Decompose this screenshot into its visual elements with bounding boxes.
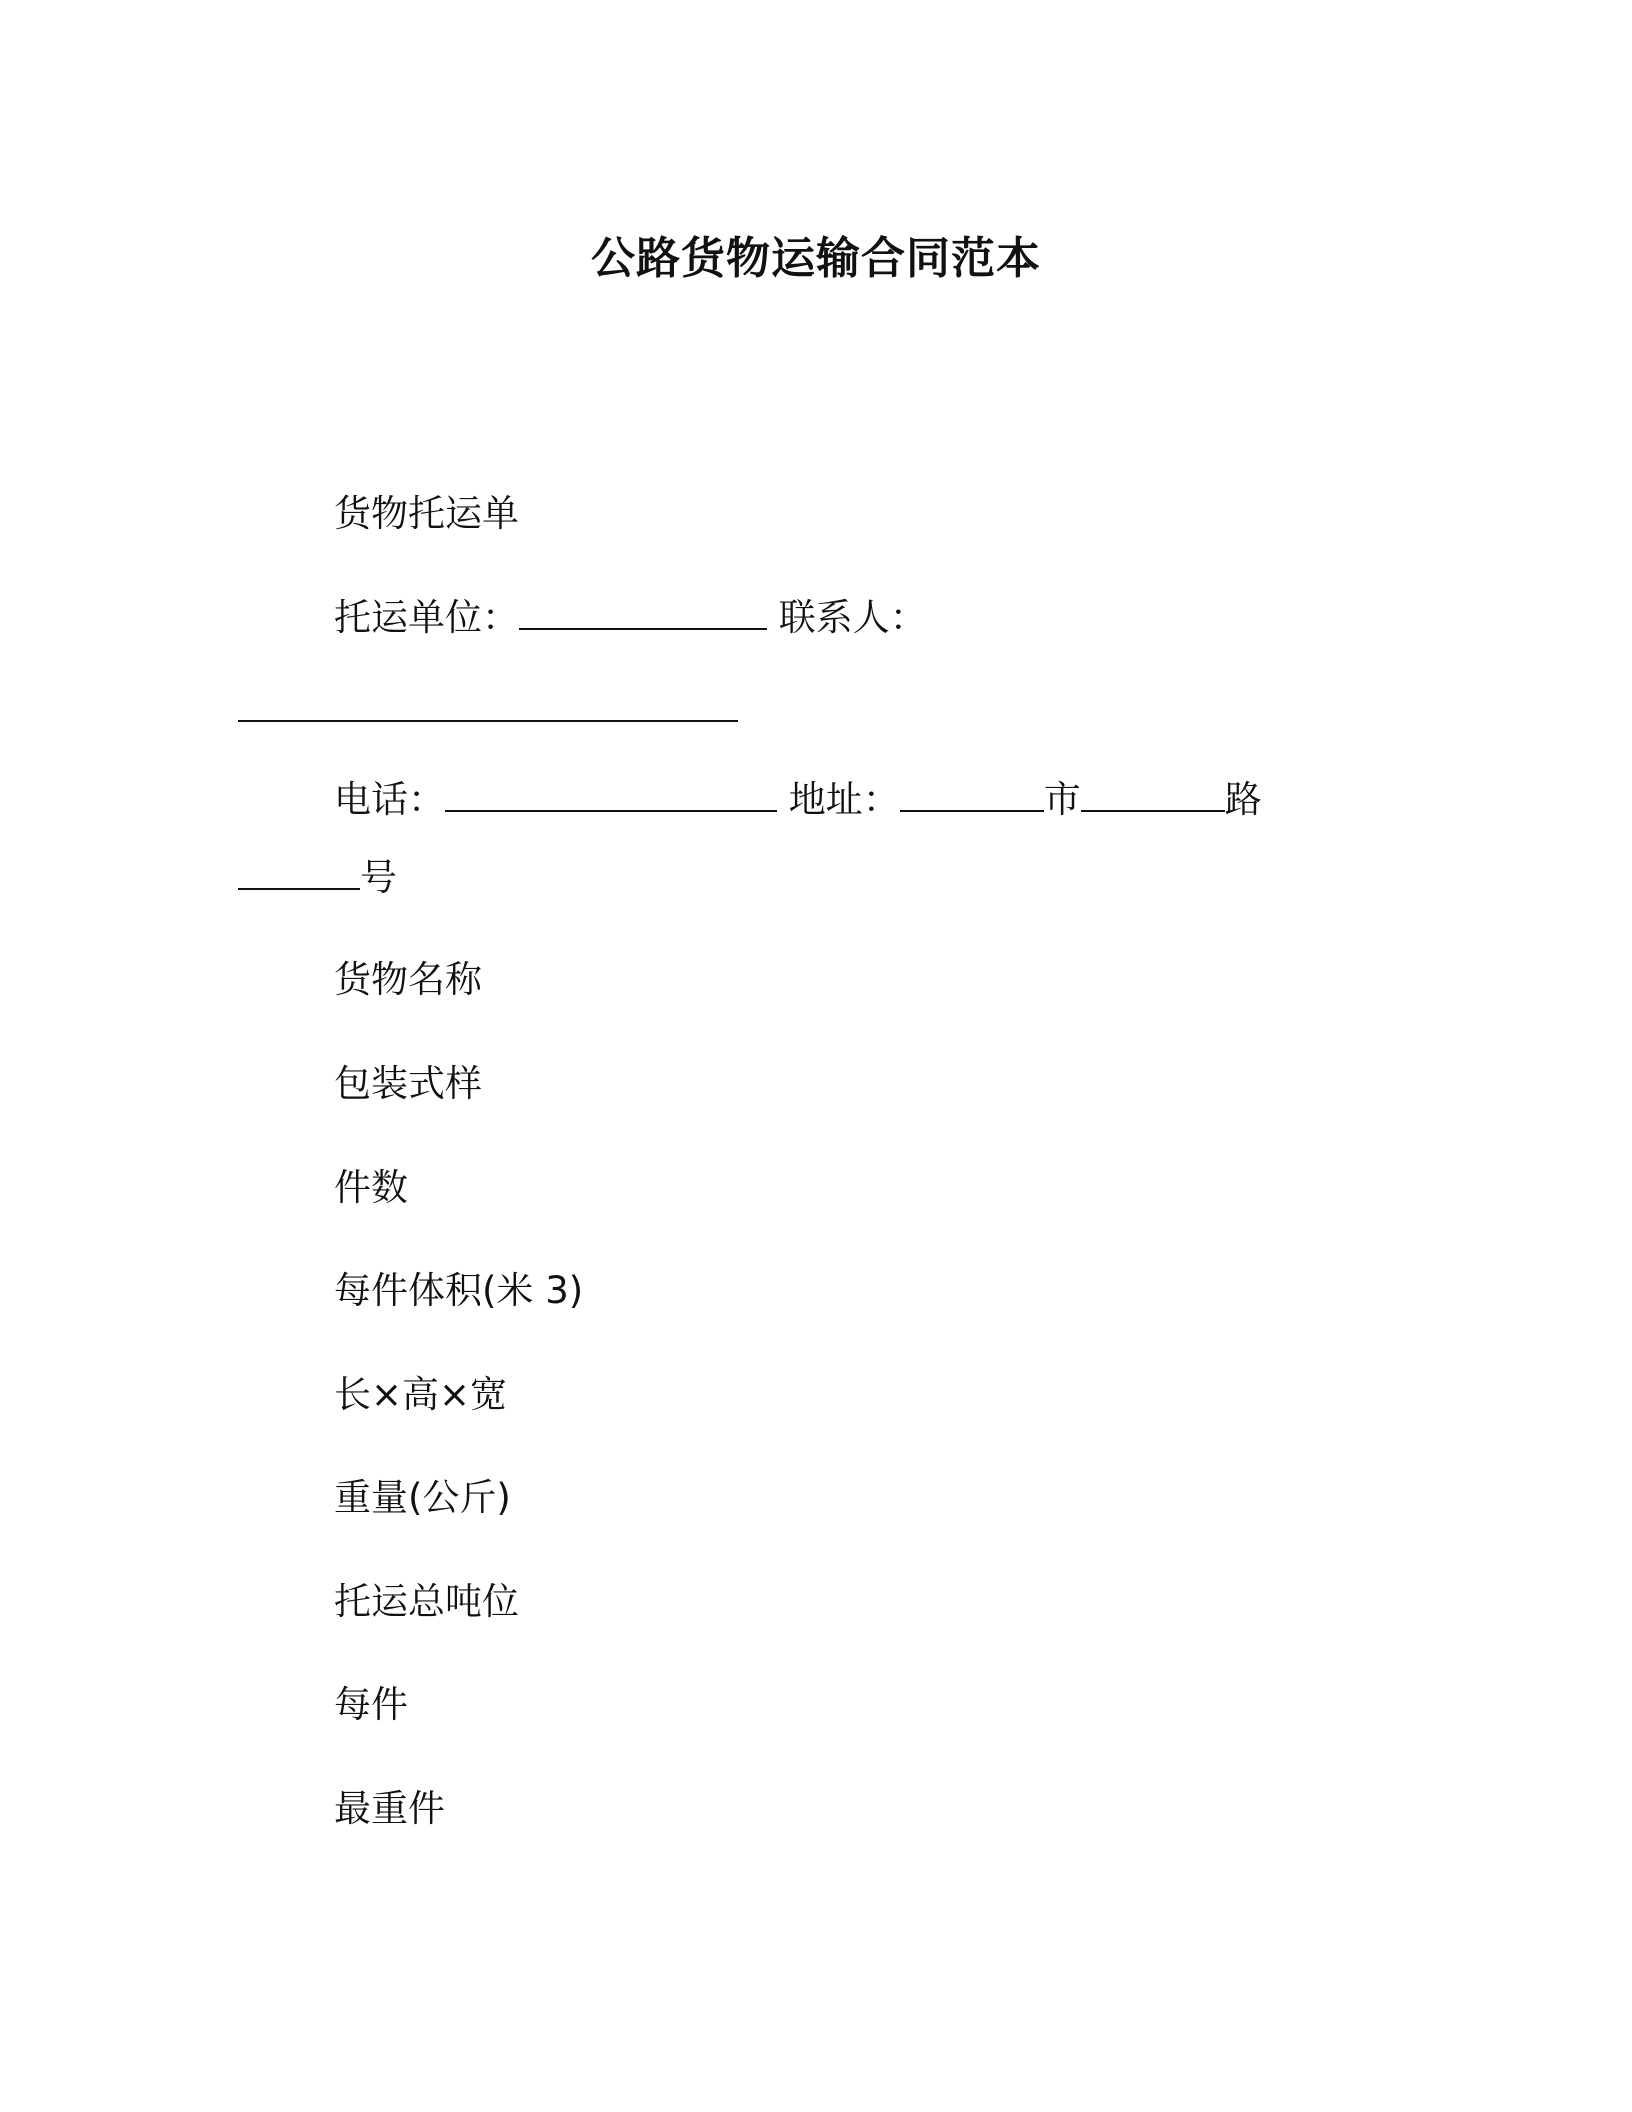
field-heaviest-piece: 最重件 bbox=[334, 1787, 445, 1830]
section-heading: 货物托运单 bbox=[334, 492, 519, 535]
shipper-unit-label: 托运单位： bbox=[334, 596, 519, 639]
contact-field[interactable] bbox=[238, 690, 738, 722]
address-label: 地址： bbox=[788, 778, 900, 821]
field-total-tonnage: 托运总吨位 bbox=[334, 1580, 519, 1623]
number-suffix: 号 bbox=[360, 856, 397, 899]
number-field[interactable] bbox=[238, 858, 360, 890]
field-dimensions: 长×高×宽 bbox=[334, 1373, 508, 1416]
contact-row bbox=[238, 688, 738, 732]
city-field[interactable] bbox=[900, 780, 1044, 812]
field-weight: 重量(公斤) bbox=[334, 1476, 511, 1519]
phone-label: 电话： bbox=[334, 778, 445, 821]
phone-address-row bbox=[334, 778, 1262, 822]
contact-label: 联系人： bbox=[778, 596, 927, 639]
road-field[interactable] bbox=[1081, 780, 1225, 812]
road-suffix: 路 bbox=[1224, 778, 1262, 821]
field-goods-name: 货物名称 bbox=[334, 958, 482, 1001]
field-packaging: 包装式样 bbox=[334, 1062, 482, 1105]
address-number-row bbox=[238, 856, 397, 900]
field-quantity: 件数 bbox=[334, 1166, 408, 1209]
city-suffix: 市 bbox=[1043, 778, 1081, 821]
shipper-row bbox=[334, 596, 927, 640]
document-title: 公路货物运输合同范本 bbox=[591, 233, 1041, 284]
shipper-unit-field[interactable] bbox=[519, 598, 767, 630]
field-unit-volume: 每件体积(米 3) bbox=[334, 1269, 584, 1312]
phone-field[interactable] bbox=[445, 780, 777, 812]
field-per-piece: 每件 bbox=[334, 1683, 408, 1726]
